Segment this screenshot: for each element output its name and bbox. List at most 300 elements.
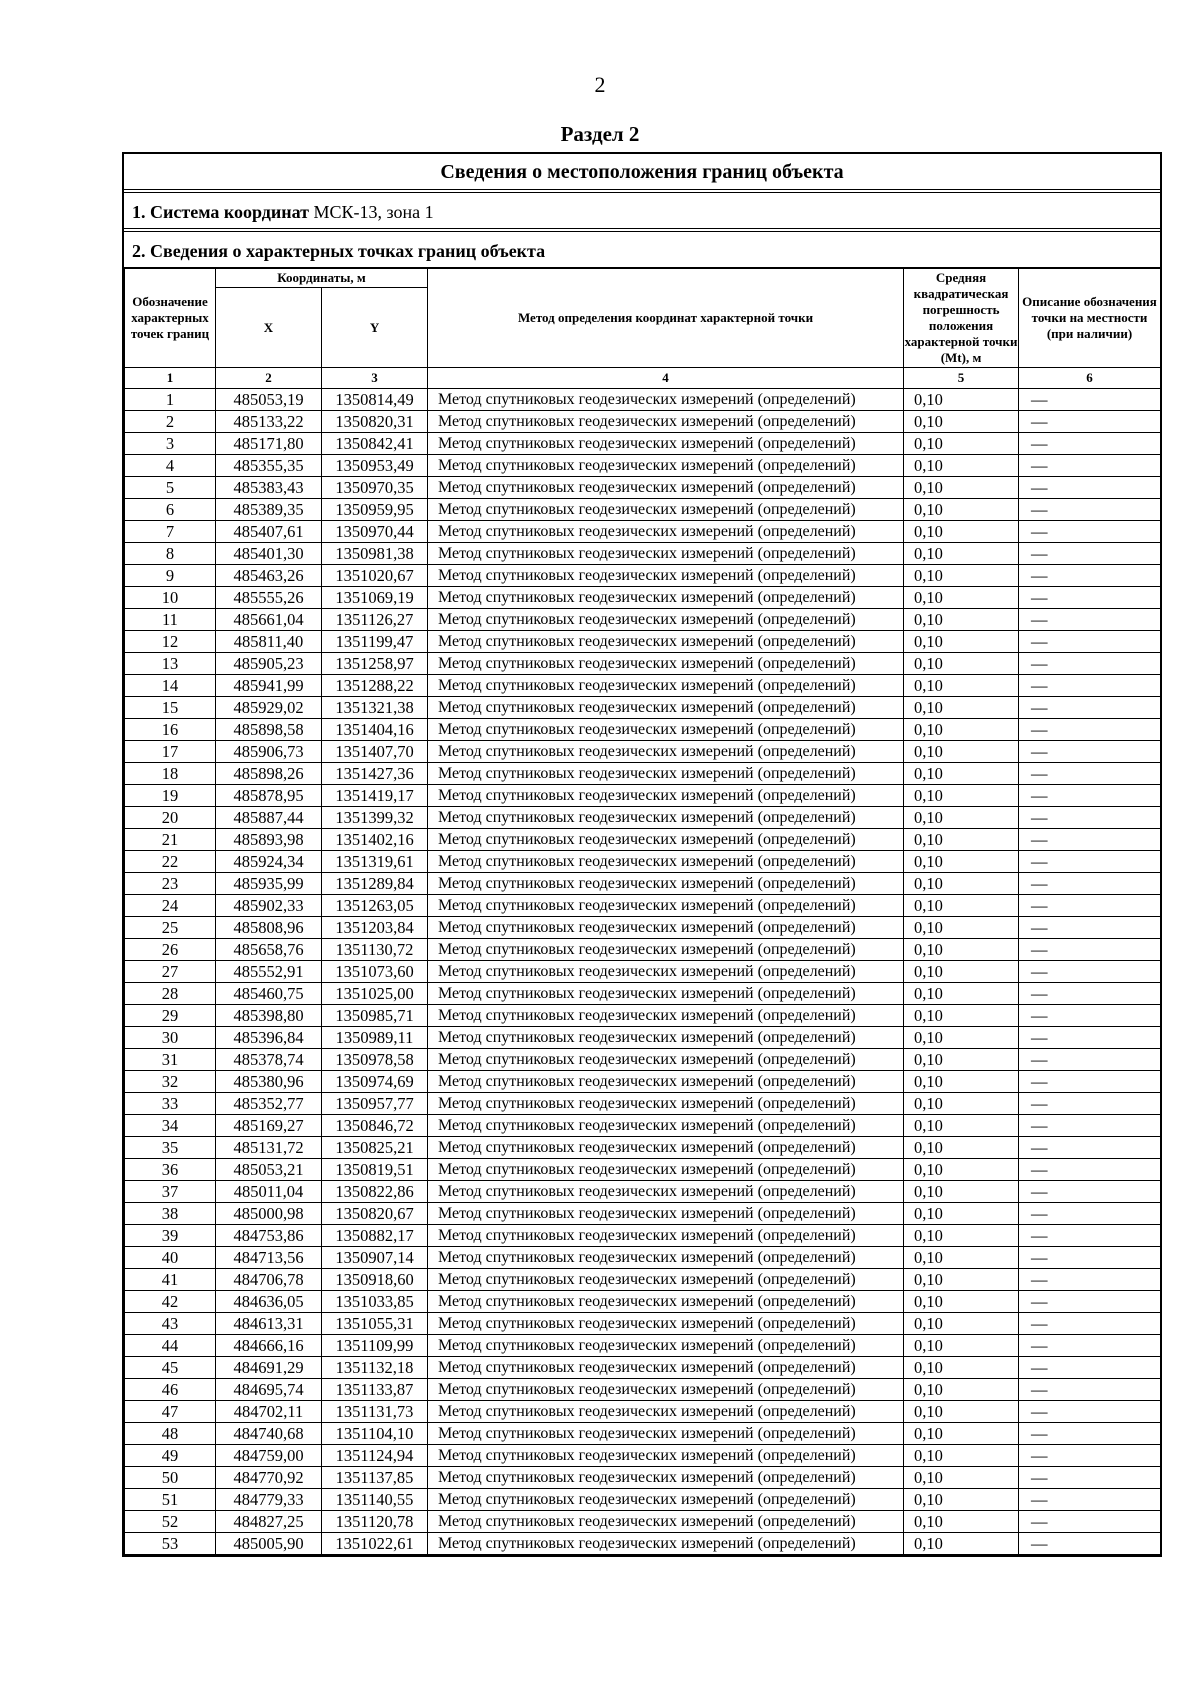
- point-number: 44: [125, 1335, 216, 1357]
- x-coordinate: 485658,76: [216, 939, 322, 961]
- x-coordinate: 485171,80: [216, 433, 322, 455]
- point-number: 35: [125, 1137, 216, 1159]
- method-cell: Метод спутниковых геодезических измерений (определений): [428, 433, 904, 455]
- frame-title: Сведения о местоположения границ объекта: [124, 154, 1160, 190]
- point-number: 45: [125, 1357, 216, 1379]
- method-cell: Метод спутниковых геодезических измерений (определений): [428, 785, 904, 807]
- y-coordinate: 1350882,17: [322, 1225, 428, 1247]
- point-number: 1: [125, 389, 216, 411]
- header-coordinates: Координаты, м: [216, 269, 428, 288]
- x-coordinate: 485898,58: [216, 719, 322, 741]
- description-cell: —: [1019, 873, 1161, 895]
- description-cell: —: [1019, 785, 1161, 807]
- description-cell: —: [1019, 653, 1161, 675]
- description-cell: —: [1019, 587, 1161, 609]
- description-cell: —: [1019, 1203, 1161, 1225]
- x-coordinate: 484691,29: [216, 1357, 322, 1379]
- section-title: Раздел 2: [560, 122, 640, 146]
- x-coordinate: 485811,40: [216, 631, 322, 653]
- table-row: [125, 1137, 1161, 1159]
- error-cell: 0,10: [904, 455, 1019, 477]
- table-row: [125, 1247, 1161, 1269]
- point-number: 5: [125, 477, 216, 499]
- description-cell: —: [1019, 1291, 1161, 1313]
- description-cell: —: [1019, 1357, 1161, 1379]
- method-cell: Метод спутниковых геодезических измерений (определений): [428, 411, 904, 433]
- y-coordinate: 1351124,94: [322, 1445, 428, 1467]
- header-error: Средняя квадратическая погрешность положения характерной точки (Mt), м: [904, 269, 1019, 368]
- x-coordinate: 485935,99: [216, 873, 322, 895]
- error-cell: 0,10: [904, 1467, 1019, 1489]
- method-cell: Метод спутниковых геодезических измерений (определений): [428, 1445, 904, 1467]
- point-number: 24: [125, 895, 216, 917]
- y-coordinate: 1350820,67: [322, 1203, 428, 1225]
- point-number: 41: [125, 1269, 216, 1291]
- table-row: [125, 1203, 1161, 1225]
- method-cell: Метод спутниковых геодезических измерений (определений): [428, 565, 904, 587]
- error-cell: 0,10: [904, 1511, 1019, 1533]
- boundary-info-frame: [122, 152, 1162, 1557]
- description-cell: —: [1019, 477, 1161, 499]
- x-coordinate: 485555,26: [216, 587, 322, 609]
- error-cell: 0,10: [904, 565, 1019, 587]
- method-cell: Метод спутниковых геодезических измерений (определений): [428, 1203, 904, 1225]
- point-number: 9: [125, 565, 216, 587]
- x-coordinate: 485053,21: [216, 1159, 322, 1181]
- description-cell: —: [1019, 499, 1161, 521]
- method-cell: Метод спутниковых геодезических измерений (определений): [428, 1027, 904, 1049]
- error-cell: 0,10: [904, 1137, 1019, 1159]
- method-cell: Метод спутниковых геодезических измерений (определений): [428, 1269, 904, 1291]
- method-cell: Метод спутниковых геодезических измерений (определений): [428, 873, 904, 895]
- error-cell: 0,10: [904, 917, 1019, 939]
- y-coordinate: 1351319,61: [322, 851, 428, 873]
- table-row: [125, 565, 1161, 587]
- point-number: 49: [125, 1445, 216, 1467]
- error-cell: 0,10: [904, 477, 1019, 499]
- table-row: [125, 1181, 1161, 1203]
- y-coordinate: 1350842,41: [322, 433, 428, 455]
- error-cell: 0,10: [904, 1115, 1019, 1137]
- error-cell: 0,10: [904, 1049, 1019, 1071]
- error-cell: 0,10: [904, 1423, 1019, 1445]
- table-row: [125, 411, 1161, 433]
- x-coordinate: 485906,73: [216, 741, 322, 763]
- point-number: 20: [125, 807, 216, 829]
- error-cell: 0,10: [904, 719, 1019, 741]
- coordinate-system-value: МСК-13, зона 1: [313, 202, 434, 222]
- error-cell: 0,10: [904, 1159, 1019, 1181]
- point-number: 13: [125, 653, 216, 675]
- y-coordinate: 1350970,35: [322, 477, 428, 499]
- point-number: 32: [125, 1071, 216, 1093]
- column-number: 2: [216, 368, 322, 389]
- point-number: 31: [125, 1049, 216, 1071]
- table-row: [125, 675, 1161, 697]
- x-coordinate: 485902,33: [216, 895, 322, 917]
- table-row: [125, 1489, 1161, 1511]
- method-cell: Метод спутниковых геодезических измерений (определений): [428, 829, 904, 851]
- table-row: [125, 873, 1161, 895]
- table-row: [125, 741, 1161, 763]
- method-cell: Метод спутниковых геодезических измерений (определений): [428, 807, 904, 829]
- x-coordinate: 485401,30: [216, 543, 322, 565]
- x-coordinate: 485808,96: [216, 917, 322, 939]
- y-coordinate: 1351407,70: [322, 741, 428, 763]
- y-coordinate: 1351130,72: [322, 939, 428, 961]
- description-cell: —: [1019, 1115, 1161, 1137]
- point-number: 23: [125, 873, 216, 895]
- y-coordinate: 1351109,99: [322, 1335, 428, 1357]
- x-coordinate: 485380,96: [216, 1071, 322, 1093]
- point-number: 39: [125, 1225, 216, 1247]
- y-coordinate: 1350819,51: [322, 1159, 428, 1181]
- error-cell: 0,10: [904, 829, 1019, 851]
- point-number: 33: [125, 1093, 216, 1115]
- point-number: 12: [125, 631, 216, 653]
- x-coordinate: 485053,19: [216, 389, 322, 411]
- error-cell: 0,10: [904, 1027, 1019, 1049]
- error-cell: 0,10: [904, 587, 1019, 609]
- point-number: 3: [125, 433, 216, 455]
- description-cell: —: [1019, 807, 1161, 829]
- y-coordinate: 1351402,16: [322, 829, 428, 851]
- table-row: [125, 895, 1161, 917]
- table-row: [125, 543, 1161, 565]
- method-cell: Метод спутниковых геодезических измерений (определений): [428, 719, 904, 741]
- table-row: [125, 763, 1161, 785]
- error-cell: 0,10: [904, 499, 1019, 521]
- method-cell: Метод спутниковых геодезических измерений (определений): [428, 1137, 904, 1159]
- point-number: 25: [125, 917, 216, 939]
- column-number: 1: [125, 368, 216, 389]
- point-number: 21: [125, 829, 216, 851]
- error-cell: 0,10: [904, 675, 1019, 697]
- x-coordinate: 484827,25: [216, 1511, 322, 1533]
- description-cell: —: [1019, 917, 1161, 939]
- error-cell: 0,10: [904, 389, 1019, 411]
- column-number: 4: [428, 368, 904, 389]
- x-coordinate: 485661,04: [216, 609, 322, 631]
- column-number: 5: [904, 368, 1019, 389]
- method-cell: Метод спутниковых геодезических измерений (определений): [428, 1489, 904, 1511]
- x-coordinate: 485398,80: [216, 1005, 322, 1027]
- description-cell: —: [1019, 741, 1161, 763]
- y-coordinate: 1351258,97: [322, 653, 428, 675]
- description-cell: —: [1019, 1093, 1161, 1115]
- y-coordinate: 1351025,00: [322, 983, 428, 1005]
- method-cell: Метод спутниковых геодезических измерений (определений): [428, 587, 904, 609]
- description-cell: —: [1019, 851, 1161, 873]
- y-coordinate: 1350820,31: [322, 411, 428, 433]
- error-cell: 0,10: [904, 785, 1019, 807]
- description-cell: —: [1019, 719, 1161, 741]
- coordinate-system-label: 1. Система координат: [132, 202, 309, 222]
- x-coordinate: 485378,74: [216, 1049, 322, 1071]
- description-cell: —: [1019, 609, 1161, 631]
- description-cell: —: [1019, 697, 1161, 719]
- y-coordinate: 1351055,31: [322, 1313, 428, 1335]
- point-number: 42: [125, 1291, 216, 1313]
- x-coordinate: 484759,00: [216, 1445, 322, 1467]
- error-cell: 0,10: [904, 1093, 1019, 1115]
- error-cell: 0,10: [904, 1225, 1019, 1247]
- points-table: [124, 268, 1161, 1555]
- x-coordinate: 484770,92: [216, 1467, 322, 1489]
- table-row: [125, 697, 1161, 719]
- table-row: [125, 1093, 1161, 1115]
- method-cell: Метод спутниковых геодезических измерений (определений): [428, 895, 904, 917]
- table-row: [125, 1379, 1161, 1401]
- method-cell: Метод спутниковых геодезических измерений (определений): [428, 741, 904, 763]
- y-coordinate: 1351321,38: [322, 697, 428, 719]
- y-coordinate: 1351263,05: [322, 895, 428, 917]
- x-coordinate: 485898,26: [216, 763, 322, 785]
- x-coordinate: 485011,04: [216, 1181, 322, 1203]
- x-coordinate: 484695,74: [216, 1379, 322, 1401]
- table-row: [125, 521, 1161, 543]
- error-cell: 0,10: [904, 1269, 1019, 1291]
- method-cell: Метод спутниковых геодезических измерений (определений): [428, 1379, 904, 1401]
- points-heading: [124, 232, 1160, 268]
- description-cell: —: [1019, 433, 1161, 455]
- error-cell: 0,10: [904, 1401, 1019, 1423]
- error-cell: 0,10: [904, 873, 1019, 895]
- description-cell: —: [1019, 1423, 1161, 1445]
- error-cell: 0,10: [904, 1291, 1019, 1313]
- table-row: [125, 1159, 1161, 1181]
- method-cell: Метод спутниковых геодезических измерений (определений): [428, 653, 904, 675]
- y-coordinate: 1350957,77: [322, 1093, 428, 1115]
- point-number: 36: [125, 1159, 216, 1181]
- x-coordinate: 485929,02: [216, 697, 322, 719]
- y-coordinate: 1350907,14: [322, 1247, 428, 1269]
- description-cell: —: [1019, 543, 1161, 565]
- points-table-body: [125, 389, 1161, 1555]
- point-number: 2: [125, 411, 216, 433]
- method-cell: Метод спутниковых геодезических измерений (определений): [428, 1049, 904, 1071]
- y-coordinate: 1351404,16: [322, 719, 428, 741]
- description-cell: —: [1019, 411, 1161, 433]
- y-coordinate: 1350822,86: [322, 1181, 428, 1203]
- method-cell: Метод спутниковых геодезических измерений (определений): [428, 1071, 904, 1093]
- x-coordinate: 485005,90: [216, 1533, 322, 1555]
- error-cell: 0,10: [904, 433, 1019, 455]
- method-cell: Метод спутниковых геодезических измерений (определений): [428, 1423, 904, 1445]
- method-cell: Метод спутниковых геодезических измерений (определений): [428, 1511, 904, 1533]
- method-cell: Метод спутниковых геодезических измерений (определений): [428, 1159, 904, 1181]
- point-number: 37: [125, 1181, 216, 1203]
- y-coordinate: 1351132,18: [322, 1357, 428, 1379]
- header-y: Y: [322, 288, 428, 368]
- table-row: [125, 455, 1161, 477]
- x-coordinate: 484740,68: [216, 1423, 322, 1445]
- description-cell: —: [1019, 455, 1161, 477]
- description-cell: —: [1019, 829, 1161, 851]
- description-cell: —: [1019, 1401, 1161, 1423]
- x-coordinate: 485355,35: [216, 455, 322, 477]
- table-row: [125, 1049, 1161, 1071]
- point-number: 28: [125, 983, 216, 1005]
- table-row: [125, 1357, 1161, 1379]
- description-cell: —: [1019, 389, 1161, 411]
- point-number: 6: [125, 499, 216, 521]
- x-coordinate: 484666,16: [216, 1335, 322, 1357]
- column-number: 3: [322, 368, 428, 389]
- method-cell: Метод спутниковых геодезических измерений (определений): [428, 1335, 904, 1357]
- method-cell: Метод спутниковых геодезических измерений (определений): [428, 455, 904, 477]
- point-number: 26: [125, 939, 216, 961]
- table-row: [125, 983, 1161, 1005]
- x-coordinate: 484613,31: [216, 1313, 322, 1335]
- table-row: [125, 1511, 1161, 1533]
- error-cell: 0,10: [904, 1357, 1019, 1379]
- x-coordinate: 485460,75: [216, 983, 322, 1005]
- point-number: 4: [125, 455, 216, 477]
- y-coordinate: 1351069,19: [322, 587, 428, 609]
- y-coordinate: 1351126,27: [322, 609, 428, 631]
- y-coordinate: 1350953,49: [322, 455, 428, 477]
- description-cell: —: [1019, 1379, 1161, 1401]
- y-coordinate: 1350989,11: [322, 1027, 428, 1049]
- point-number: 48: [125, 1423, 216, 1445]
- method-cell: Метод спутниковых геодезических измерений (определений): [428, 1291, 904, 1313]
- error-cell: 0,10: [904, 697, 1019, 719]
- x-coordinate: 485352,77: [216, 1093, 322, 1115]
- error-cell: 0,10: [904, 1489, 1019, 1511]
- point-number: 29: [125, 1005, 216, 1027]
- header-designation: Обозначение характерных точек границ: [125, 269, 216, 368]
- description-cell: —: [1019, 1181, 1161, 1203]
- error-cell: 0,10: [904, 1313, 1019, 1335]
- x-coordinate: 485924,34: [216, 851, 322, 873]
- method-cell: Метод спутниковых геодезических измерений (определений): [428, 1115, 904, 1137]
- column-number-row: [125, 368, 1161, 389]
- point-number: 50: [125, 1467, 216, 1489]
- point-number: 11: [125, 609, 216, 631]
- y-coordinate: 1351131,73: [322, 1401, 428, 1423]
- y-coordinate: 1351033,85: [322, 1291, 428, 1313]
- description-cell: —: [1019, 961, 1161, 983]
- x-coordinate: 485887,44: [216, 807, 322, 829]
- method-cell: Метод спутниковых геодезических измерений (определений): [428, 1181, 904, 1203]
- point-number: 38: [125, 1203, 216, 1225]
- description-cell: —: [1019, 1005, 1161, 1027]
- description-cell: —: [1019, 675, 1161, 697]
- point-number: 16: [125, 719, 216, 741]
- method-cell: Метод спутниковых геодезических измерений (определений): [428, 1357, 904, 1379]
- point-number: 53: [125, 1533, 216, 1555]
- table-row: [125, 1533, 1161, 1555]
- page-number: 2: [594, 72, 606, 97]
- error-cell: 0,10: [904, 807, 1019, 829]
- point-number: 43: [125, 1313, 216, 1335]
- description-cell: —: [1019, 1137, 1161, 1159]
- column-number: 6: [1019, 368, 1161, 389]
- point-number: 51: [125, 1489, 216, 1511]
- y-coordinate: 1351020,67: [322, 565, 428, 587]
- table-row: [125, 1335, 1161, 1357]
- point-number: 52: [125, 1511, 216, 1533]
- method-cell: Метод спутниковых геодезических измерений (определений): [428, 1093, 904, 1115]
- point-number: 15: [125, 697, 216, 719]
- x-coordinate: 485000,98: [216, 1203, 322, 1225]
- error-cell: 0,10: [904, 939, 1019, 961]
- y-coordinate: 1350970,44: [322, 521, 428, 543]
- y-coordinate: 1350918,60: [322, 1269, 428, 1291]
- method-cell: Метод спутниковых геодезических измерений (определений): [428, 1467, 904, 1489]
- y-coordinate: 1350814,49: [322, 389, 428, 411]
- method-cell: Метод спутниковых геодезических измерений (определений): [428, 631, 904, 653]
- error-cell: 0,10: [904, 631, 1019, 653]
- y-coordinate: 1351104,10: [322, 1423, 428, 1445]
- description-cell: —: [1019, 1489, 1161, 1511]
- points-heading-text: 2. Сведения о характерных точках границ объекта: [132, 241, 546, 261]
- description-cell: —: [1019, 1049, 1161, 1071]
- y-coordinate: 1350985,71: [322, 1005, 428, 1027]
- error-cell: 0,10: [904, 1247, 1019, 1269]
- x-coordinate: 485169,27: [216, 1115, 322, 1137]
- method-cell: Метод спутниковых геодезических измерений (определений): [428, 851, 904, 873]
- table-row: [125, 1269, 1161, 1291]
- x-coordinate: 484706,78: [216, 1269, 322, 1291]
- method-cell: Метод спутниковых геодезических измерений (определений): [428, 961, 904, 983]
- description-cell: —: [1019, 983, 1161, 1005]
- error-cell: 0,10: [904, 1379, 1019, 1401]
- x-coordinate: 485941,99: [216, 675, 322, 697]
- x-coordinate: 484702,11: [216, 1401, 322, 1423]
- method-cell: Метод спутниковых геодезических измерений (определений): [428, 983, 904, 1005]
- table-row: [125, 1291, 1161, 1313]
- error-cell: 0,10: [904, 1203, 1019, 1225]
- y-coordinate: 1351120,78: [322, 1511, 428, 1533]
- error-cell: 0,10: [904, 521, 1019, 543]
- method-cell: Метод спутниковых геодезических измерений (определений): [428, 477, 904, 499]
- point-number: 34: [125, 1115, 216, 1137]
- error-cell: 0,10: [904, 851, 1019, 873]
- description-cell: —: [1019, 1225, 1161, 1247]
- table-row: [125, 917, 1161, 939]
- x-coordinate: 485893,98: [216, 829, 322, 851]
- x-coordinate: 485463,26: [216, 565, 322, 587]
- y-coordinate: 1350981,38: [322, 543, 428, 565]
- x-coordinate: 484713,56: [216, 1247, 322, 1269]
- method-cell: Метод спутниковых геодезических измерений (определений): [428, 1225, 904, 1247]
- error-cell: 0,10: [904, 1005, 1019, 1027]
- point-number: 10: [125, 587, 216, 609]
- x-coordinate: 484753,86: [216, 1225, 322, 1247]
- error-cell: 0,10: [904, 961, 1019, 983]
- y-coordinate: 1351199,47: [322, 631, 428, 653]
- y-coordinate: 1350825,21: [322, 1137, 428, 1159]
- y-coordinate: 1351399,32: [322, 807, 428, 829]
- x-coordinate: 485389,35: [216, 499, 322, 521]
- error-cell: 0,10: [904, 895, 1019, 917]
- method-cell: Метод спутниковых геодезических измерений (определений): [428, 697, 904, 719]
- y-coordinate: 1350959,95: [322, 499, 428, 521]
- description-cell: —: [1019, 1159, 1161, 1181]
- table-row: [125, 961, 1161, 983]
- description-cell: —: [1019, 1247, 1161, 1269]
- description-cell: —: [1019, 763, 1161, 785]
- method-cell: Метод спутниковых геодезических измерений (определений): [428, 521, 904, 543]
- description-cell: —: [1019, 1269, 1161, 1291]
- x-coordinate: 485396,84: [216, 1027, 322, 1049]
- x-coordinate: 485552,91: [216, 961, 322, 983]
- y-coordinate: 1351427,36: [322, 763, 428, 785]
- x-coordinate: 485383,43: [216, 477, 322, 499]
- method-cell: Метод спутниковых геодезических измерений (определений): [428, 543, 904, 565]
